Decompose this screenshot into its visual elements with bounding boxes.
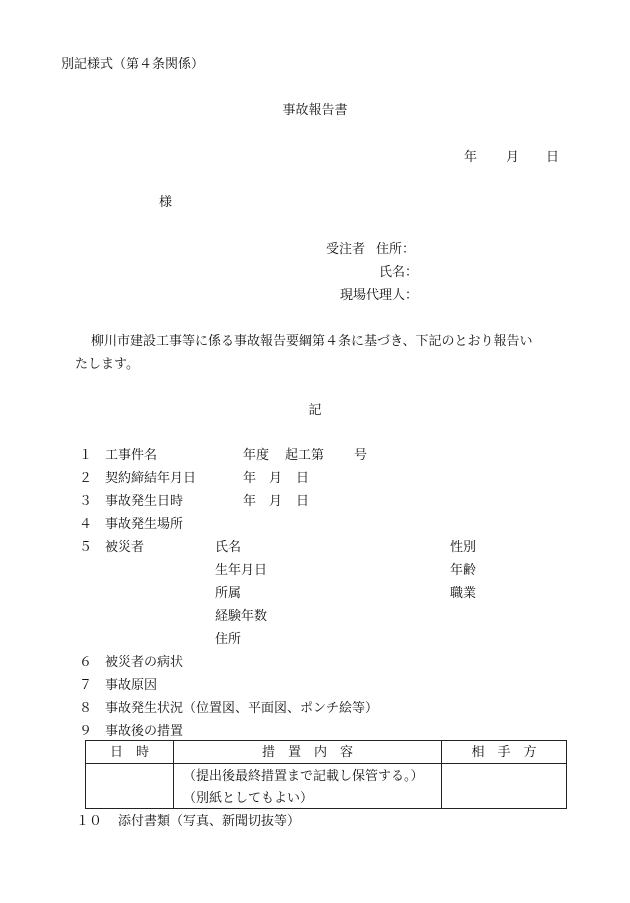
item-2-day: 日 xyxy=(296,471,310,486)
ki-heading: 記 xyxy=(308,403,322,418)
body-line-1: 柳川市建設工事等に係る事故報告要綱第４条に基づき、下記のとおり報告い xyxy=(91,334,533,349)
item-1-go: 号 xyxy=(354,448,368,463)
address-label: 住所： xyxy=(376,242,416,257)
item-1-number: １ xyxy=(79,448,93,463)
item-10-number: １０ xyxy=(76,814,103,829)
victim-gender-label: 性別 xyxy=(450,540,477,555)
item-9-number: ９ xyxy=(79,724,93,739)
table-header-measures: 措 置 内 容 xyxy=(261,745,353,760)
item-1-label: 工事件名 xyxy=(105,448,158,463)
item-10-label: 添付書類（写真、新聞切抜等） xyxy=(118,814,301,829)
date-day-label: 日 xyxy=(546,150,560,165)
item-2-number: ２ xyxy=(79,471,93,486)
reporter-name-label: 氏名： xyxy=(378,265,418,280)
item-8-label: 事故発生状況（位置図、平面図、ポンチ絵等） xyxy=(105,701,379,716)
table-header-counterparty: 相 手 方 xyxy=(471,745,537,760)
item-2-label: 契約締結年月日 xyxy=(105,471,197,486)
item-3-label: 事故発生日時 xyxy=(105,494,184,509)
item-4-label: 事故発生場所 xyxy=(105,517,184,532)
contractor-label: 受注者 xyxy=(326,242,366,257)
victim-experience-label: 経験年数 xyxy=(215,609,268,624)
item-6-label: 被災者の病状 xyxy=(105,655,184,670)
victim-name-label: 氏名 xyxy=(215,540,242,555)
victim-affiliation-label: 所属 xyxy=(215,586,242,601)
item-6-number: ６ xyxy=(79,655,93,670)
victim-birth-label: 生年月日 xyxy=(215,563,268,578)
table-header-divider xyxy=(86,763,566,764)
item-3-month: 月 xyxy=(269,494,283,509)
item-3-number: ３ xyxy=(79,494,93,509)
table-note-2: （別紙としてもよい） xyxy=(183,791,314,806)
date-month-label: 月 xyxy=(506,150,520,165)
site-agent-label: 現場代理人： xyxy=(339,288,418,303)
item-2-year: 年 xyxy=(243,471,257,486)
item-9-label: 事故後の措置 xyxy=(105,724,184,739)
item-7-number: ７ xyxy=(79,678,93,693)
table-header-datetime: 日 時 xyxy=(109,745,149,760)
item-1-fiscal-year: 年度 xyxy=(243,448,270,463)
victim-address-label: 住所 xyxy=(215,632,242,647)
item-1-kikou: 起工第 xyxy=(285,448,325,463)
date-year-label: 年 xyxy=(464,150,478,165)
item-5-number: ５ xyxy=(79,540,93,555)
victim-age-label: 年齢 xyxy=(450,563,477,578)
body-line-2: たします。 xyxy=(75,357,139,372)
item-4-number: ４ xyxy=(79,517,93,532)
table-note-1: （提出後最終措置まで記載し保管する。） xyxy=(183,769,424,784)
item-2-month: 月 xyxy=(269,471,283,486)
form-label: 別記様式（第４条関係） xyxy=(61,57,205,72)
measures-table xyxy=(85,740,567,809)
item-5-label: 被災者 xyxy=(105,540,145,555)
item-8-number: ８ xyxy=(79,701,93,716)
document-title: 事故報告書 xyxy=(282,103,348,118)
victim-occupation-label: 職業 xyxy=(450,586,477,601)
addressee-honorific: 様 xyxy=(159,195,173,210)
item-3-day: 日 xyxy=(296,494,310,509)
item-3-year: 年 xyxy=(243,494,257,509)
item-7-label: 事故原因 xyxy=(105,678,158,693)
